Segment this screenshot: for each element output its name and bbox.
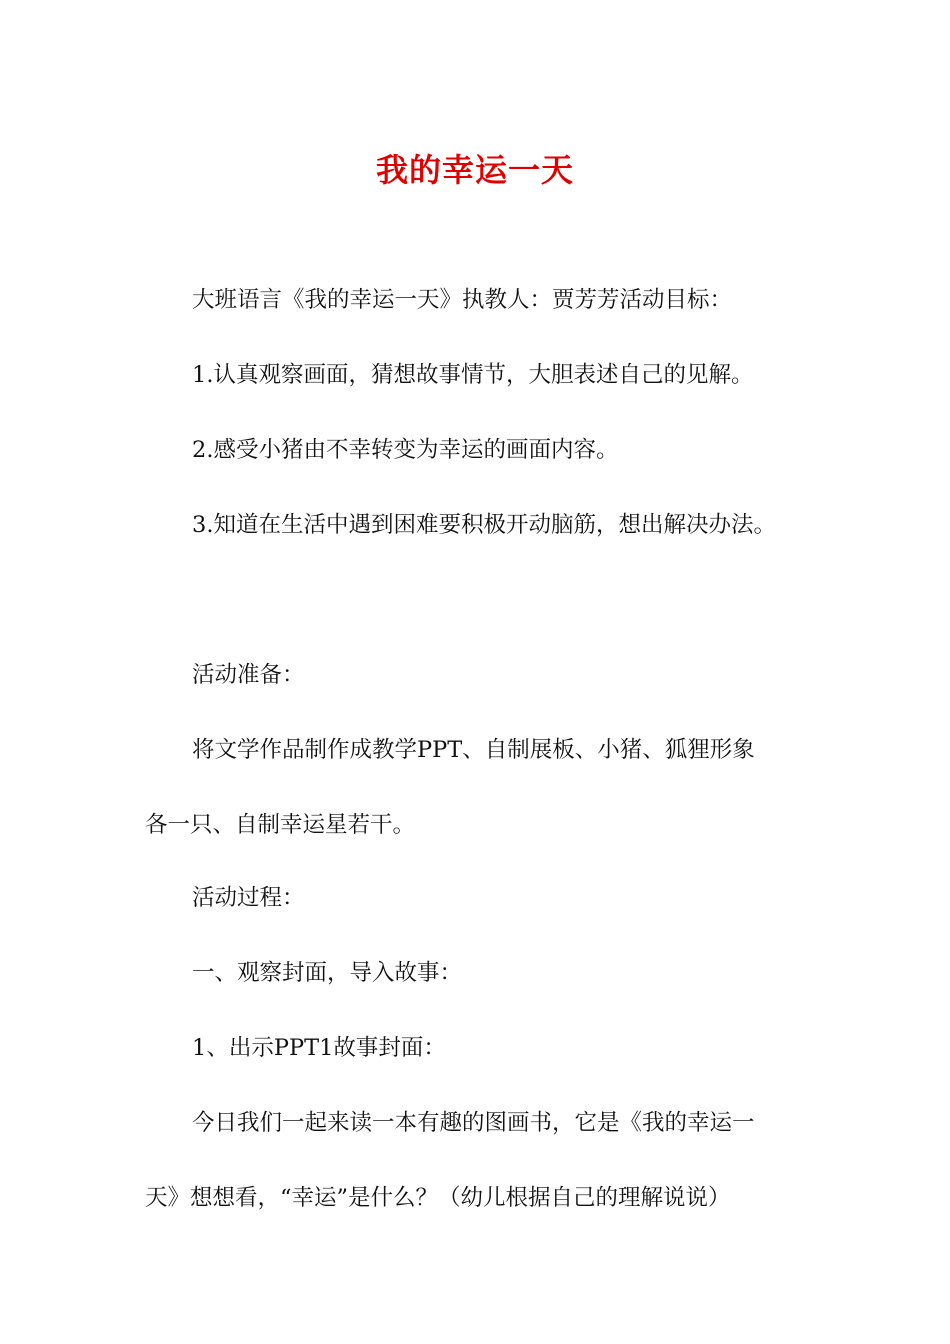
paragraph-step-1-heading: 一、观察封面，导入故事： — [192, 960, 463, 986]
paragraph-preparation-heading: 活动准备： — [192, 662, 305, 688]
paragraph-goal-1: 1.认真观察画面，猜想故事情节，大胆表述自己的见解。 — [192, 362, 754, 388]
paragraph-intro: 大班语言《我的幸运一天》执教人：贾芳芳活动目标： — [192, 287, 733, 313]
paragraph-story-line-2: 天》想想看，“幸运”是什么？（幼儿根据自己的理解说说） — [145, 1185, 731, 1211]
paragraph-story-line-1: 今日我们一起来读一本有趣的图画书，它是《我的幸运一 — [192, 1110, 755, 1136]
document-title: 我的幸运一天 — [375, 151, 574, 189]
paragraph-process-heading: 活动过程： — [192, 885, 305, 911]
paragraph-goal-3: 3.知道在生活中遇到困难要积极开动脑筋，想出解决办法。 — [192, 512, 776, 538]
paragraph-goal-2: 2.感受小猪由不幸转变为幸运的画面内容。 — [192, 437, 619, 463]
paragraph-step-1-1: 1、出示PPT1故事封面： — [192, 1035, 446, 1061]
paragraph-preparation-line-1: 将文学作品制作成教学PPT、自制展板、小猪、狐狸形象 — [192, 737, 755, 763]
paragraph-preparation-line-2: 各一只、自制幸运星若干。 — [145, 812, 416, 838]
